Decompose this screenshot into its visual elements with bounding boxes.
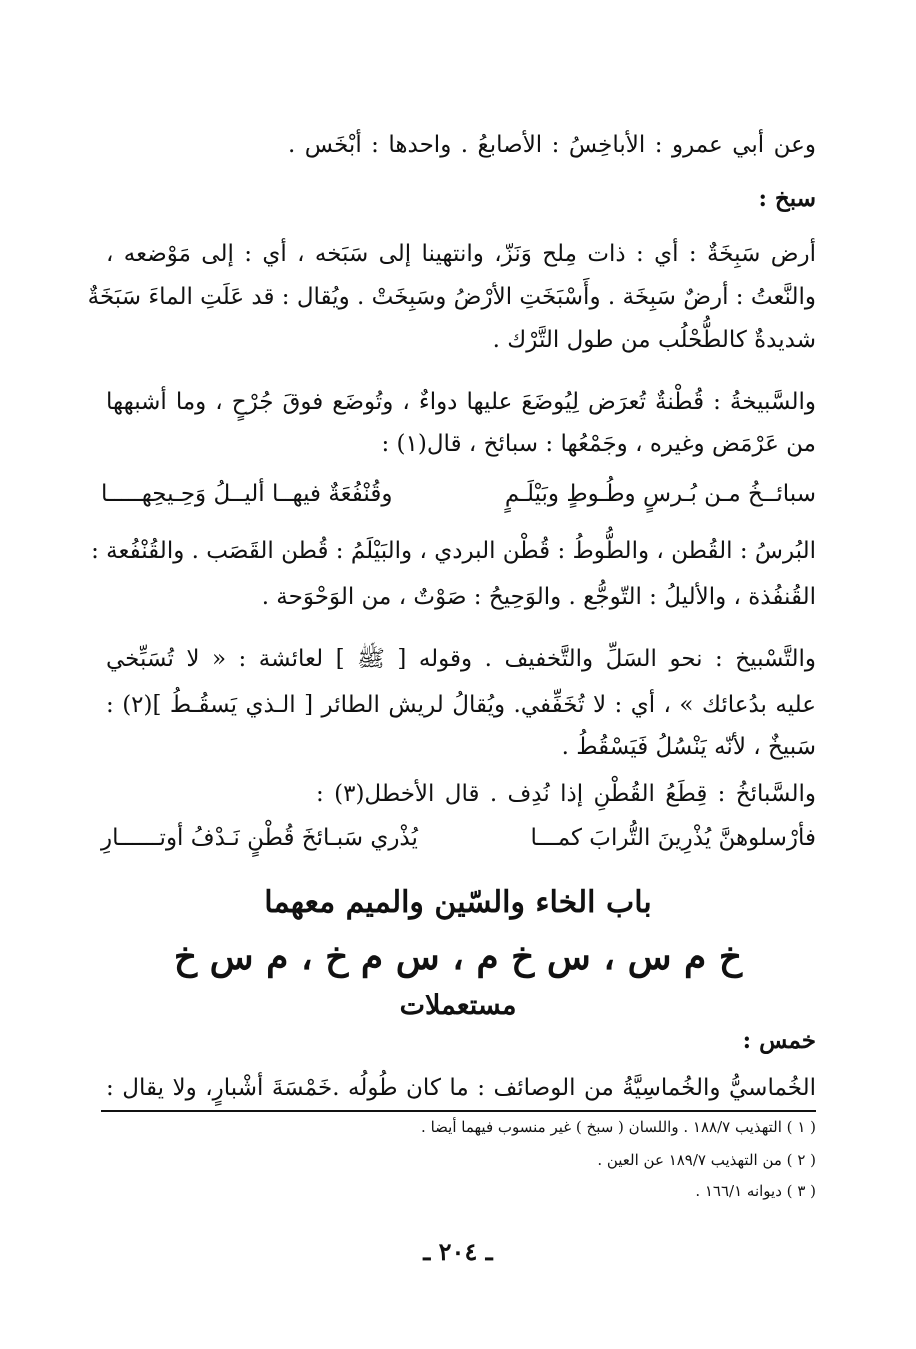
poem-verse <box>101 821 816 855</box>
text-line: الخُماسيُّ والخُماسِيَّةُ من الوصائف : ما كان طُولُه .خَمْسَةَ أشْبارٍ، ولا يقال : <box>106 1075 816 1101</box>
page-number: ـ ٢٠٤ ـ <box>423 1237 493 1266</box>
chapter-used-label: مستعملات <box>399 990 517 1021</box>
text-line: والسَّبيخةُ : قُطْنةٌ تُعرَض لِيُوضَعَ عليها دواءٌ ، وتُوضَع فوقَ جُرْحٍ ، وما أشبهها <box>106 389 816 415</box>
footnote: ( ٣ ) ديوانه ١٦٦/١ . <box>695 1182 816 1200</box>
text-line: أرض سَبِخَةٌ : أي : ذات مِلح وَنَزّ، وانتهينا إلى سَبَخه ، أي : إلى مَوْضعه ، <box>106 241 816 267</box>
footnote: ( ١ ) التهذيب ١٨٨/٧ . واللسان ( سبخ ) غير منسوب فيهما أيضا . <box>421 1118 816 1136</box>
entry-heading-khams: خمس : <box>742 1027 816 1054</box>
poem-hemistich-second: يُذْري سَبـائخَ قُطْنٍ نَـدْفُ أوتــــــارِ <box>101 825 418 851</box>
poem-hemistich-first: سبائــخُ مـن بُـرسٍ وطُـوطٍ وبَيْلَـمٍ <box>504 481 816 507</box>
chapter-title: باب الخاء والسّين والميم معهما <box>264 885 652 920</box>
text-line: والسَّبائخُ : قِطَعُ القُطْنِ إذا نُدِف . قال الأخطل(٣) : <box>316 781 816 807</box>
text-line: وعن أبي عمرو : الأباخِسُ : الأصابعُ . واحدها : أبْخَس . <box>288 132 816 158</box>
text-line: القُنفُذة ، والأليلُ : التّوجُّع . والوَحِيحُ : صَوْتٌ ، من الوَحْوَحة . <box>261 584 816 610</box>
text-line: شديدةٌ كالطُّحْلُب من طول التَّرْك . <box>492 327 816 353</box>
text-line: عليه بدُعائك » ، أي : لا تُخَفِّفي. ويُقالُ لريش الطائر [ الـذي يَسقُـطُ ](٢) : <box>106 692 816 718</box>
footnote: ( ٢ ) من التهذيب ١٨٩/٧ عن العين . <box>597 1151 816 1169</box>
text-line: من عَرْمَض وغيره ، وجَمْعُها : سبائخ ، قال(١) : <box>381 431 816 457</box>
text-line: البُرسُ : القُطن ، والطُّوطُ : قُطْن البردي ، والبَيْلَمُ : قُطن القَصَب . والقُنْفُعة : <box>91 538 816 564</box>
text-line: سَبيخٌ ، لأنّه يَنْسُلُ فَيَسْقُطُ . <box>561 734 816 760</box>
poem-hemistich-second: وقُنْفُعَةٌ فيهــا أليــلُ وَحِـيحِهـــــا <box>101 481 393 507</box>
poem-verse <box>101 477 816 511</box>
chapter-roots: خ م س ، س خ م ، س م خ ، م س خ <box>173 936 743 978</box>
text-line: والنَّعتُ : أرضٌ سَبِخَة . وأَسْبَخَتِ الأرْضُ وسَبِخَتْ . ويُقال : قد عَلَتِ الماءَ سَبَخَةٌ <box>87 284 816 310</box>
poem-hemistich-first: فأرْسلوهنَّ يُذْرِينَ التُّرابَ كمـــا <box>530 825 816 851</box>
text-line: والتَّسْبيخ : نحو السَلِّ والتَّخفيف . وقوله [ ﷺ ] لعائشة : « لا تُسَبِّخي <box>106 646 816 672</box>
entry-heading-sabakh: سبخ : <box>758 185 816 212</box>
footnote-divider <box>101 1110 816 1112</box>
